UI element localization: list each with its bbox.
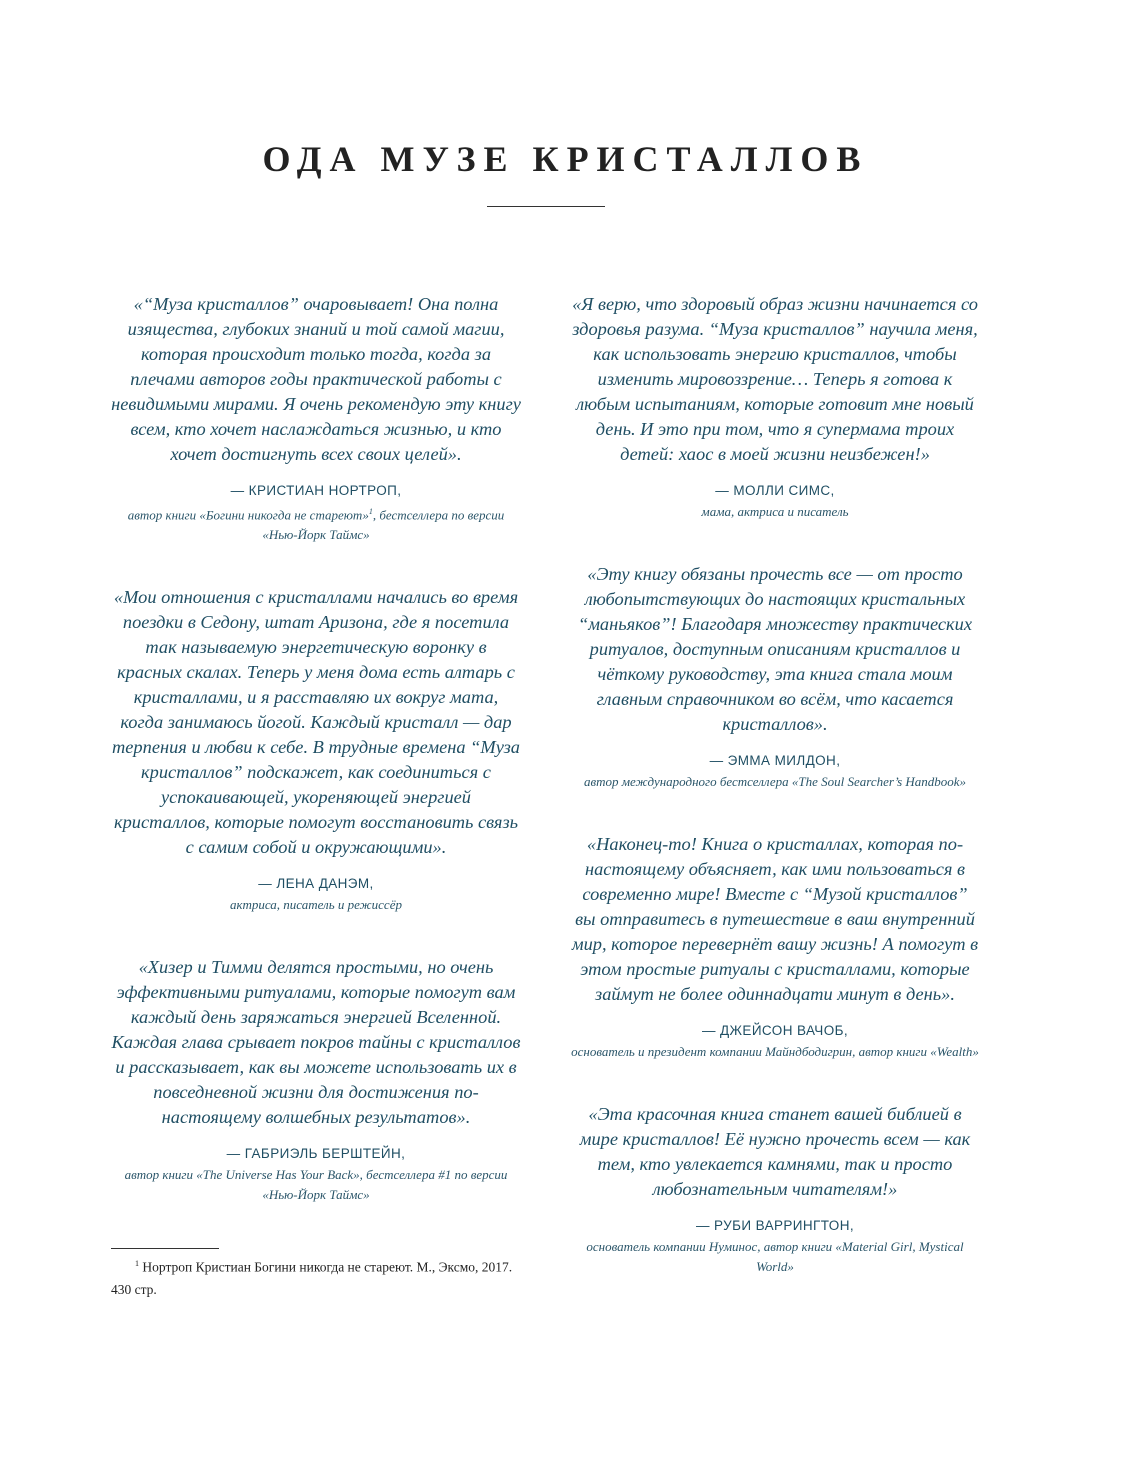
testimonial — [111, 955, 521, 1205]
footnote — [111, 1253, 521, 1301]
footnote-text: Нортроп Кристиан Богини никогда не стареют. М., Эксмо, 2017. 430 стр. — [111, 1259, 513, 1297]
testimonial-quote: «Наконец-то! Книга о кристаллах, которая по-настоящему объясняет, как ими пользоваться в современно мире! Вместе с “Музой кристаллов” вы отправитесь в путешествие в ваш внутренний мир, которое перевернёт вашу жизнь! А помогут в этом простые ритуалы с кристаллами, которые займут не более одиннадцати минут в день». — [571, 834, 979, 1004]
testimonial-quote: «Я верю, что здоровый образ жизни начинается со здоровья разума. “Муза кристаллов” научила меня, как использовать энергию кристаллов, чтобы изменить мировоззрение… Теперь я готова к любым испытаниям, которые готовит мне новый день. И это при том, что я супермама троих детей: хаос в моей жизни неизбежен!» — [572, 294, 978, 464]
testimonial-role — [111, 502, 521, 545]
left-column — [111, 292, 521, 1245]
testimonial-role: автор международного бестселлера «The Soul Searcher’s Handbook» — [583, 774, 967, 789]
testimonial-role: основатель и президент компании Майндбодигрин, автор книги «Wealth» — [571, 1044, 979, 1059]
testimonial-attribution — [570, 482, 980, 522]
footnote-divider — [111, 1248, 219, 1249]
testimonial-author: — КРИСТИАН НОРТРОП, — [230, 483, 402, 498]
testimonial-quote: «Хизер и Тимми делятся простыми, но очень эффективными ритуалами, которые помогут вам каждый день заряжаться энергией Вселенной. Каждая глава срывает покров тайны с кристаллов и рассказывает, как вы можете использовать их в повседневной жизни для достижения по-настоящему волшебных результатов». — [111, 957, 521, 1128]
testimonial-attribution — [111, 875, 521, 915]
testimonial — [111, 585, 521, 915]
testimonial-author: — ДЖЕЙСОН ВАЧОБ, — [701, 1023, 849, 1038]
testimonial-attribution — [570, 752, 980, 792]
footnote-marker: 1 — [135, 1259, 139, 1268]
testimonial-attribution — [570, 1217, 980, 1277]
right-column — [570, 292, 980, 1317]
testimonial-role: актриса, писатель и режиссёр — [230, 897, 402, 913]
page-title: ОДА МУЗЕ КРИСТАЛЛОВ — [262, 139, 869, 179]
testimonial-attribution — [570, 1022, 980, 1062]
testimonial-author: — ГАБРИЭЛЬ БЕРШТЕЙН, — [226, 1146, 406, 1162]
testimonial-quote: «Эта красочная книга станет вашей библией в мире кристаллов! Её нужно прочесть всем — как тем, кто увлекается камнями, так и просто любознательным читателям!» — [579, 1104, 971, 1199]
testimonial — [570, 832, 980, 1062]
title-divider — [487, 206, 605, 207]
testimonial-role: мама, актриса и писатель — [701, 504, 849, 519]
testimonial — [111, 292, 521, 545]
testimonial-role: автор книги «The Universe Has Your Back», бестселлера #1 по версии «Нью-Йорк Таймс» — [124, 1167, 508, 1203]
testimonial — [570, 1102, 980, 1277]
testimonial-author: — ЭММА МИЛДОН, — [709, 753, 841, 768]
testimonial-quote: «Мои отношения с кристаллами начались во время поездки в Седону, штат Аризона, где я посетила так называемую энергетическую воронку в красных скалах. Теперь у меня дома есть алтарь с кристаллами, и я расставляю их вокруг мата, когда занимаюсь йогой. Каждый кристалл — дар терпения и любви к себе. В трудные времена “Муза кристаллов” подскажет, как соединиться с успокаивающей, укореняющей энергией кристаллов, которые помогут восстановить связь с самим собой и окружающими». — [111, 587, 521, 858]
testimonial-attribution — [111, 1145, 521, 1205]
testimonial-quote: «Эту книгу обязаны прочесть все — от просто любопытствующих до настоящих кристальных “маньяков”! Благодаря множеству практических ритуалов, доступным описаниям кристаллов и чёткому руководству, эта книга стала моим главным справочником во всём, что касается кристаллов». — [577, 564, 973, 734]
role-text-after: , бестселлера по версии «Нью-Йорк Таймс» — [262, 507, 505, 543]
testimonial-role: основатель компании Нуминос, автор книги «Material Girl, Mystical World» — [586, 1239, 964, 1274]
testimonial — [570, 292, 980, 522]
role-text-before: автор книги «Богини никогда не стареют» — [127, 507, 369, 523]
testimonial-quote: «“Муза кристаллов” очаровывает! Она полна изящества, глубоких знаний и той самой магии, которая происходит только тогда, когда за плечами авторов годы практической работы с невидимыми мирами. Я очень рекомендую эту книгу всем, кто хочет наслаждаться жизнью, и кто хочет достигнуть всех своих целей». — [111, 294, 521, 464]
testimonial-author: — МОЛЛИ СИМС, — [715, 483, 835, 498]
testimonial-author: — ЛЕНА ДАНЭМ, — [258, 876, 374, 892]
testimonial — [570, 562, 980, 792]
footnote-reference: 1 — [368, 507, 373, 516]
testimonial-attribution — [111, 482, 521, 545]
testimonial-author: — РУБИ ВАРРИНГТОН, — [695, 1218, 855, 1233]
